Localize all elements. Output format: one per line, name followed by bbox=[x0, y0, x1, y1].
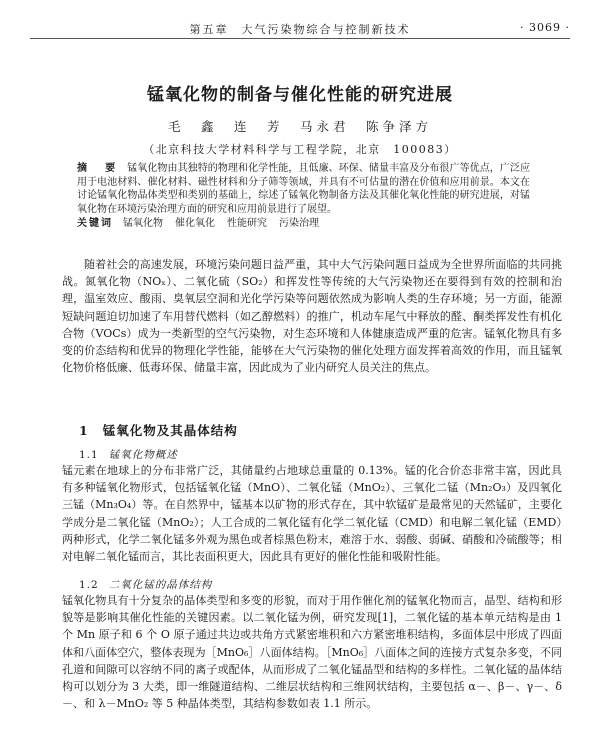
affiliation: （北京科技大学材料科学与工程学院，北京 100083） bbox=[143, 143, 457, 156]
body-paragraph: 锰元素在地球上的分布非常广泛，其储量约占地球总重量的 0.13%。锰的化合价态非常丰富，因此具有多种锰氧化物形式，包括锰氧化锰（MnO）、二氧化锰（MnO₂）、三氧化二锰（Mn₂O₃）及四氧化三锰（Mn₃O₄）等。在自然界中，锰基本以矿物的形式存在，其中软锰矿是最常见的天然锰矿，主要化学成分是二氧化锰（MnO₂）；人工合成的二氧化锰有化学二氧化锰（CMD）和电解二氧化锰（EMD）两种形式，化学二氧化锰多外观为黑色或者棕黑色粉末，难溶于水、弱酸、弱碱、硝酸和冷硫酸等；相对电解二氧化锰而言，其比表面积更大，因此具有更好的催化性能和吸附性能。 bbox=[62, 464, 562, 564]
page-number: · 3069 · bbox=[520, 21, 570, 34]
subsection-title: 锰氧化物概述 bbox=[108, 449, 178, 461]
paper-title: 锰氧化物的制备与催化性能的研究进展 bbox=[147, 85, 453, 105]
section-number: 1 bbox=[79, 423, 89, 438]
keyword: 催化氧化 bbox=[175, 218, 215, 229]
keyword: 锰氧化物 bbox=[123, 218, 163, 229]
running-title: 第五章 大气污染物综合与控制新技术 bbox=[189, 23, 411, 36]
subsection-number: 1.1 bbox=[79, 449, 99, 461]
intro-paragraph: 随着社会的高速发展，环境污染问题日益严重，其中大气污染问题日益成为全世界所面临的共同挑战。氮氧化物（NOₓ）、二氧化硫（SO₂）和挥发性等传统的大气污染物还在要得到有效的控制和治理，温室效应、酸雨、臭氧层空洞和光化学污染等问题依然成为影响人类的生存环境；另一方面，能源短缺问题迫切加速了车用替代燃料（如乙醇燃料）的推广，机动车尾气中释放的醛、酮类挥发性有机化合物（VOCs）成为一类新型的空气污染物，对生态环境和人体健康造成严重的危害。锰氧化物具有多变的价态结构和优异的物理化学性能，能够在大气污染物的催化处理方面发挥着高效的作用，而且锰氧化物价格低廉、低毒环保、储量丰富，因此成为了业内研究人员关注的焦点。 bbox=[62, 258, 562, 375]
subsection-number: 1.2 bbox=[79, 579, 99, 591]
abstract bbox=[77, 162, 530, 231]
keywords bbox=[77, 217, 530, 231]
subsection-heading bbox=[79, 577, 212, 592]
abstract-label: 摘 要 bbox=[77, 163, 120, 174]
author-list: 毛 鑫 连 芳 马永君 陈争泽方 bbox=[167, 119, 432, 134]
section-title: 锰氧化物及其晶体结构 bbox=[102, 423, 238, 438]
keywords-label: 关键词 bbox=[77, 218, 113, 229]
abstract-text: 锰氧化物由其独特的物理和化学性能，且低廉、环保、储量丰富及分布很广等优点，广泛应用于电池材料、催化材料、磁性材料和分子筛等领域，并具有不可估量的潜在价值和应用前景。本文在讨论锰氧化物晶体类型和类别的基础上，综述了锰氧化物制备方法及其催化氧化性能的研究进展，对锰氧化物在环境污染治理方面的研究和应用前景进行了展望。 bbox=[77, 163, 531, 215]
subsection-title: 二氧化锰的晶体结构 bbox=[108, 579, 213, 591]
running-header bbox=[30, 18, 570, 39]
keyword: 性能研究 bbox=[227, 218, 267, 229]
section-heading bbox=[79, 421, 238, 439]
keyword: 污染治理 bbox=[279, 218, 319, 229]
body-paragraph: 锰氧化物具有十分复杂的晶体类型和多变的形貌，而对于用作催化剂的锰氧化物而言，晶型、结构和形貌等是影响其催化性能的关键因素。以二氧化锰为例，研究发现[1]，二氧化锰的基本单元结构是由 1 个 Mn 原子和 6 个 O 原子通过共边或共角方式紧密堆积和六方紧密堆积结构，多面体层中形成了四面体和八面体空穴，整体表现为［MnO₆］八面体结构。［MnO₆］八面体之间的连接方式复杂多变，不同孔道和间隙可以容纳不同的离子或配体，从而形成了二氧化锰晶型和结构的多样性。二氧化锰的晶体结构可以划分为 3 大类，即一维隧道结构、二维层状结构和三维网状结构，主要包括 α－、β－、γ－、δ－、和 λ－MnO₂ 等 5 种晶体类型，其结构参数如表 1.1 所示。 bbox=[62, 594, 562, 711]
subsection-heading bbox=[79, 447, 178, 462]
